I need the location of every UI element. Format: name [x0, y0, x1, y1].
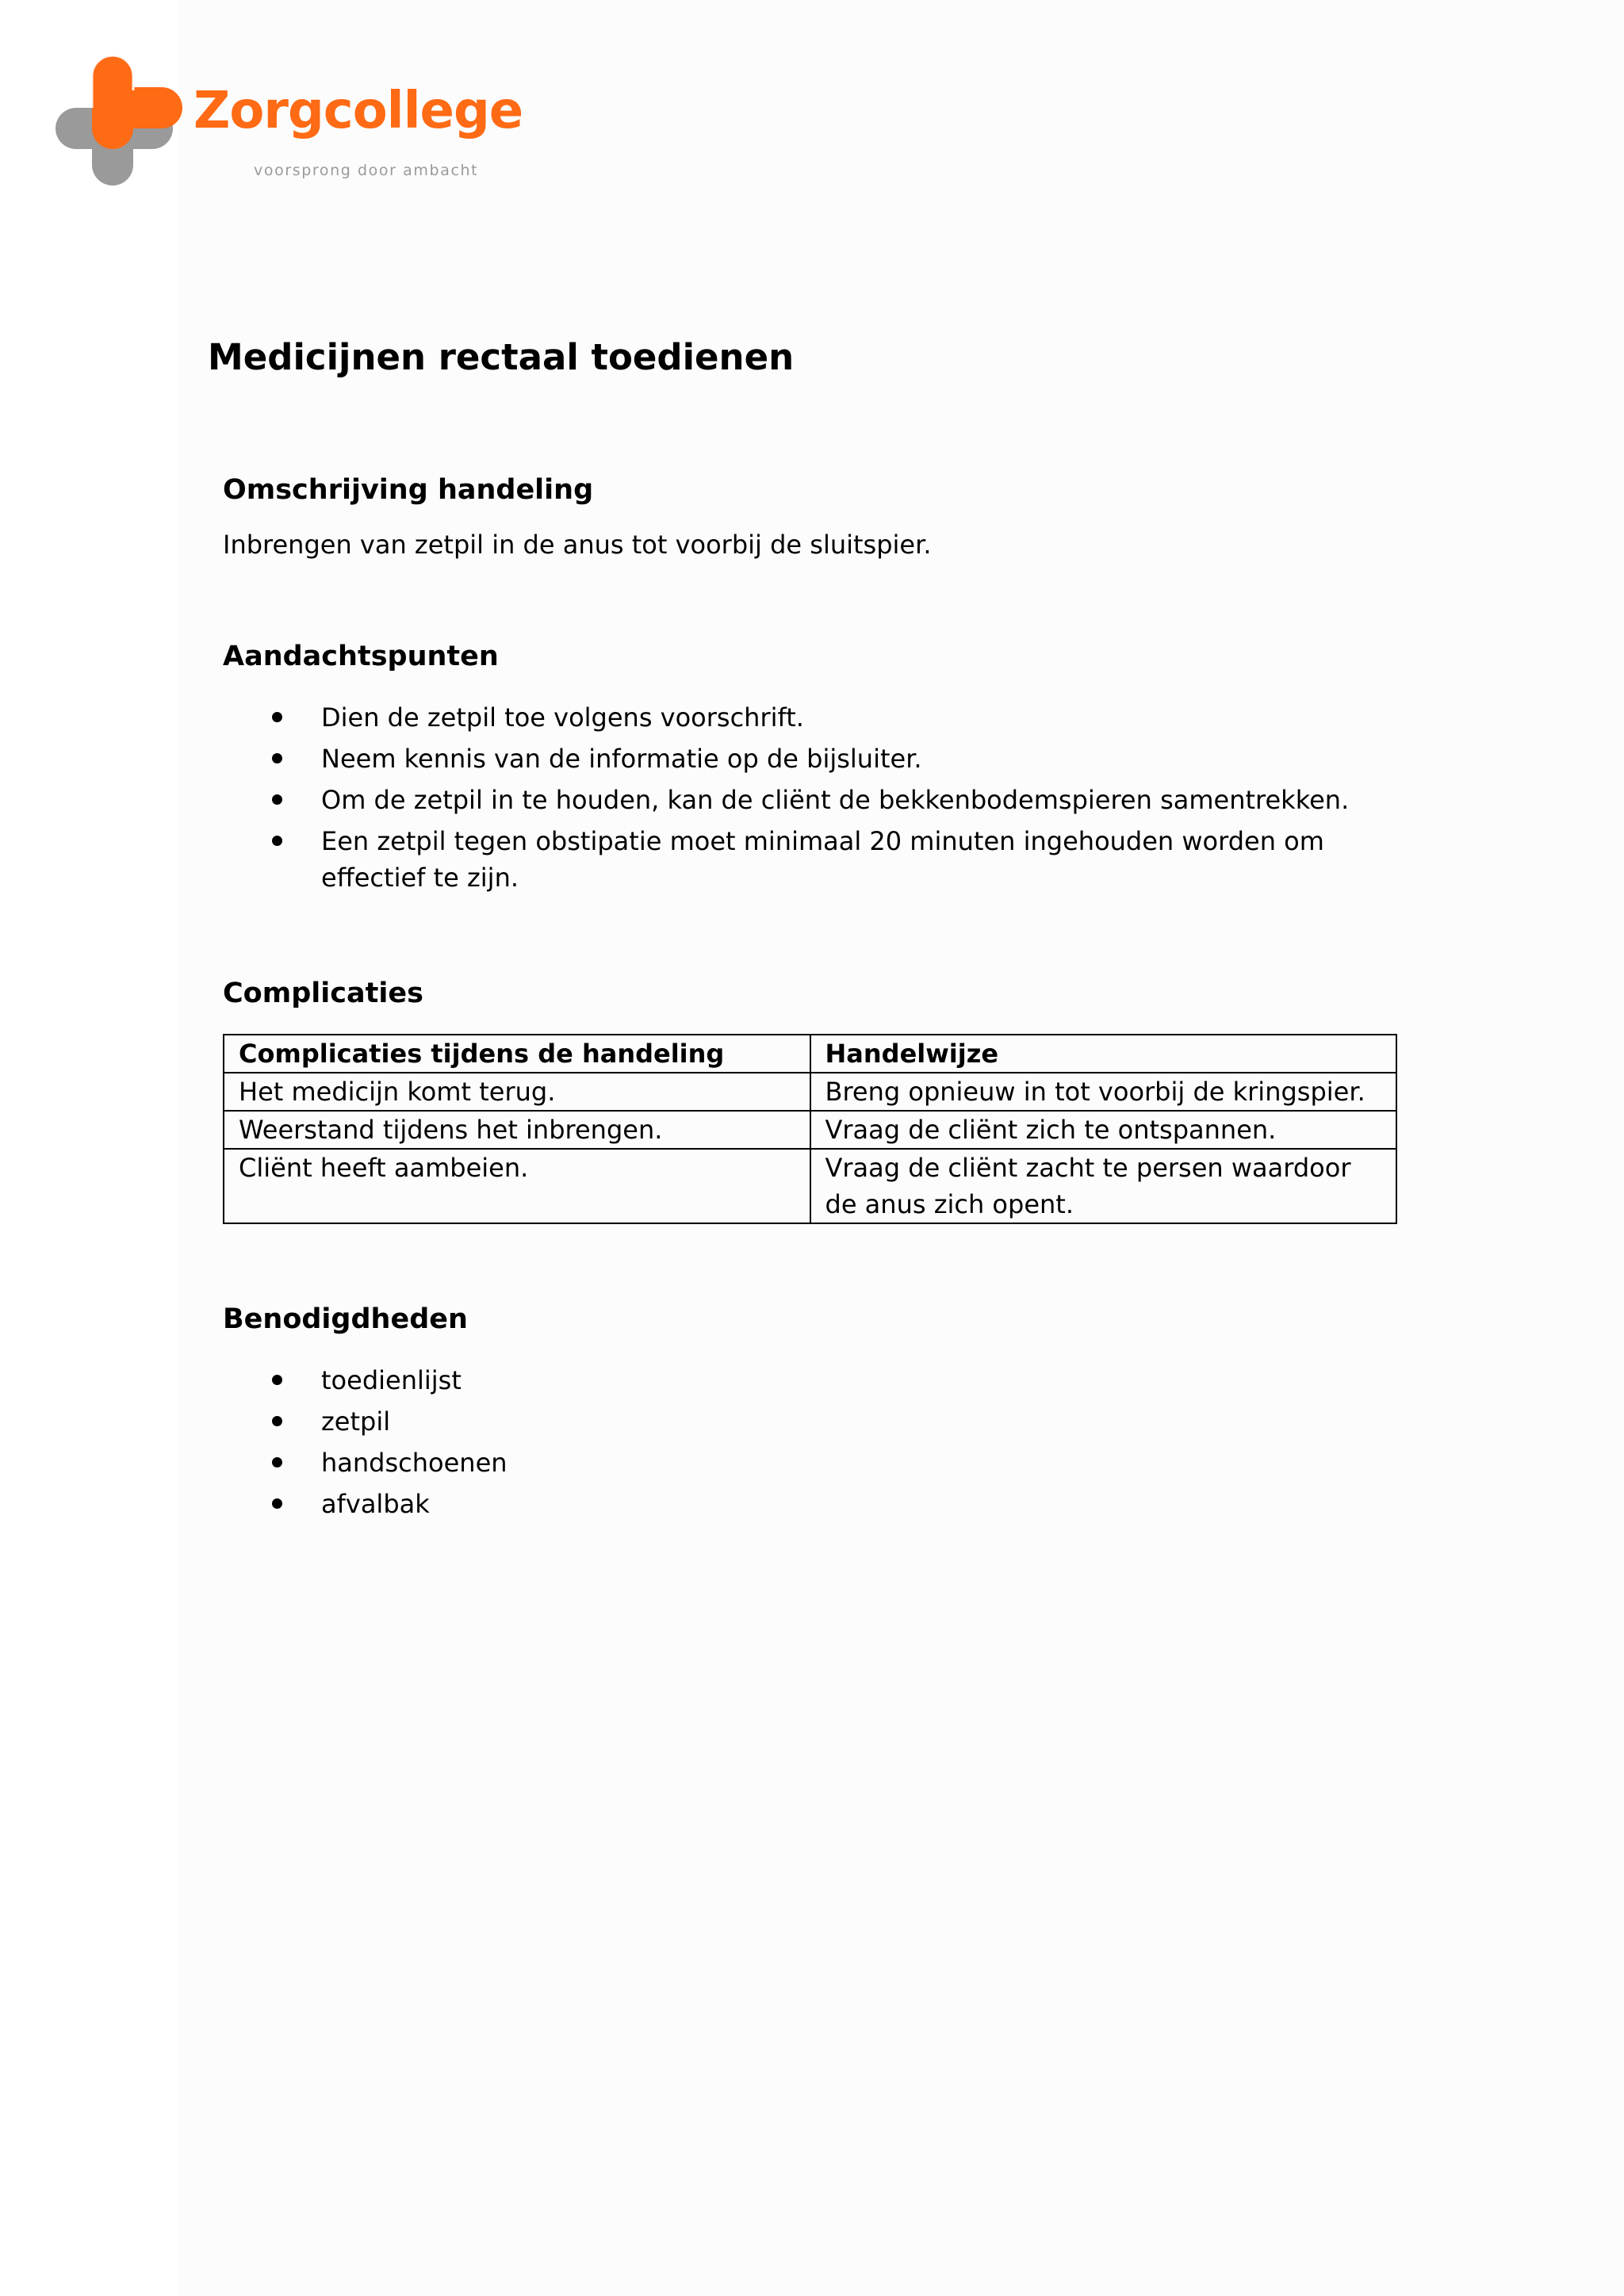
document-title: Medicijnen rectaal toedienen [208, 336, 795, 378]
table-header-cell: Handelwijze [810, 1035, 1397, 1073]
logo-tagline: voorsprong door ambacht [254, 162, 479, 179]
table-cell: Weerstand tijdens het inbrengen. [224, 1111, 810, 1149]
logo-wordmark: Zorgcollege [193, 82, 523, 140]
table-cell: Vraag de cliënt zacht te persen waardoor de anus zich opent. [810, 1149, 1397, 1223]
list-item-text: Een zetpil tegen obstipatie moet minimaal 20 minuten ingehouden worden om effectief te zijn. [321, 826, 1324, 893]
table-cell: Cliënt heeft aambeien. [224, 1149, 810, 1223]
bullet-icon [272, 1375, 282, 1385]
section-heading-aandachtspunten: Aandachtspunten [223, 641, 499, 672]
cross-logo-icon [56, 55, 182, 186]
complicaties-table [223, 1034, 1397, 1224]
table-row [224, 1111, 1396, 1149]
bullet-icon [272, 836, 282, 846]
table-header-cell: Complicaties tijdens de handeling [224, 1035, 810, 1073]
list-item-text: toedienlijst [321, 1365, 462, 1395]
list-item [223, 1403, 1357, 1440]
bullet-icon [272, 753, 282, 763]
list-item [223, 699, 1357, 736]
table-cell: Breng opnieuw in tot voorbij de kringspier. [810, 1073, 1397, 1111]
list-item-text: Om de zetpil in te houden, kan de cliënt de bekkenbodemspieren samentrekken. [321, 785, 1350, 815]
bullet-icon [272, 1457, 282, 1468]
list-item [223, 1362, 1357, 1399]
aandachtspunten-list [223, 699, 1357, 901]
table-row [224, 1149, 1396, 1223]
list-item [223, 782, 1357, 818]
table-header-row [224, 1035, 1396, 1073]
omschrijving-text: Inbrengen van zetpil in de anus tot voorbij de sluitspier. [223, 530, 932, 560]
bullet-icon [272, 712, 282, 722]
list-item-text: afvalbak [321, 1489, 430, 1519]
bullet-icon [272, 1416, 282, 1426]
section-heading-complicaties: Complicaties [223, 978, 423, 1009]
list-item [223, 1486, 1357, 1522]
list-item-text: handschoenen [321, 1448, 508, 1478]
table-cell: Vraag de cliënt zich te ontspannen. [810, 1111, 1397, 1149]
benodigdheden-list [223, 1362, 1357, 1527]
bullet-icon [272, 794, 282, 805]
table-cell: Het medicijn komt terug. [224, 1073, 810, 1111]
list-item [223, 823, 1357, 896]
list-item-text: Neem kennis van de informatie op de bijsluiter. [321, 744, 922, 774]
list-item [223, 1445, 1357, 1481]
section-heading-benodigdheden: Benodigdheden [223, 1303, 468, 1335]
list-item-text: Dien de zetpil toe volgens voorschrift. [321, 702, 804, 733]
section-heading-omschrijving: Omschrijving handeling [223, 474, 594, 506]
bullet-icon [272, 1498, 282, 1509]
list-item [223, 740, 1357, 777]
table-row [224, 1073, 1396, 1111]
zorgcollege-logo [56, 55, 523, 190]
list-item-text: zetpil [321, 1406, 391, 1437]
